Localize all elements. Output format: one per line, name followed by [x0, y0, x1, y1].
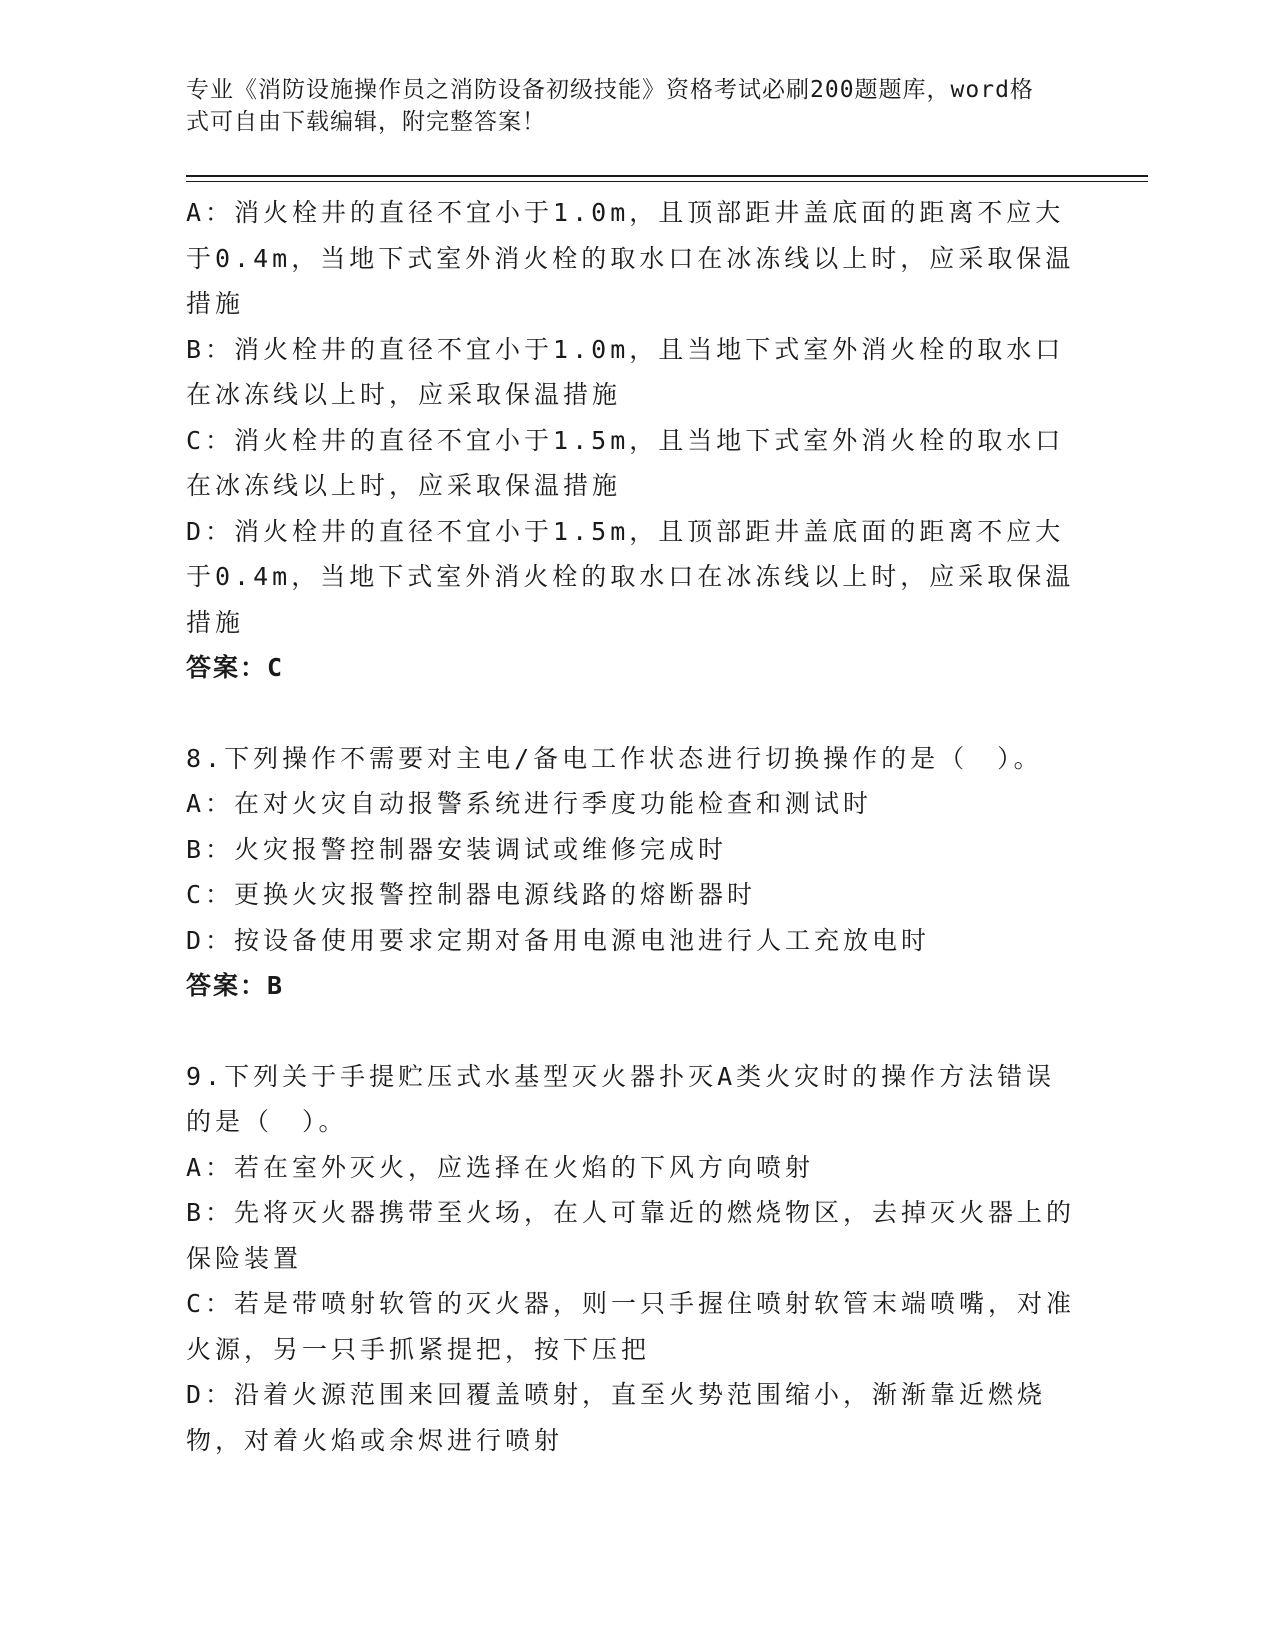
- q9-option-b: B：先将灭火器携带至火场，在人可靠近的燃烧物区，去掉灭火器上的保险装置: [186, 1198, 1076, 1273]
- q8-option-b: B：火灾报警控制器安装调试或维修完成时: [186, 834, 728, 864]
- q7-answer: 答案：C: [186, 653, 285, 682]
- q8-option-a: A：在对火灾自动报警系统进行季度功能检查和测试时: [186, 789, 873, 818]
- header-rule-thin: [186, 181, 1148, 182]
- document-header: [186, 74, 1076, 138]
- q9-option-d: D：沿着火源范围来回覆盖喷射，直至火势范围缩小，渐渐靠近燃烧物，对着火焰或余烬进行喷射: [186, 1380, 1047, 1455]
- q8-question: 8.下列操作不需要对主电/备电工作状态进行切换操作的是（ ）。: [186, 743, 1043, 773]
- q7-option-d: D：消火栓井的直径不宜小于1.5m，且顶部距井盖底面的距离不应大于0.4m，当地下式室外消火栓的取水口在冰冻线以上时，应采取保温措施: [186, 516, 1075, 637]
- question-9-block: [186, 1054, 1076, 1464]
- spacer: [186, 691, 1076, 736]
- q7-option-b: B：消火栓井的直径不宜小于1.0m，且当地下式室外消火栓的取水口在冰冻线以上时，应采取保温措施: [186, 334, 1065, 409]
- header-line-2: 式可自由下载编辑，附完整答案！: [186, 109, 546, 135]
- spacer: [186, 1009, 1076, 1054]
- header-rule-thick: [186, 175, 1148, 177]
- document-body: [186, 190, 1076, 1463]
- q8-option-d: D：按设备使用要求定期对备用电源电池进行人工充放电时: [186, 925, 931, 955]
- question-7-block: [186, 190, 1076, 691]
- q7-option-a: A：消火栓井的直径不宜小于1.0m，且顶部距井盖底面的距离不应大于0.4m，当地下式室外消火栓的取水口在冰冻线以上时，应采取保温措施: [186, 198, 1075, 318]
- q9-option-c: C：若是带喷射软管的灭火器，则一只手握住喷射软管末端喷嘴，对准火源，另一只手抓紧提把，按下压把: [186, 1289, 1076, 1364]
- question-8-block: [186, 736, 1076, 1009]
- q7-option-c: C：消火栓井的直径不宜小于1.5m，且当地下式室外消火栓的取水口在冰冻线以上时，应采取保温措施: [186, 425, 1065, 500]
- q8-option-c: C：更换火灾报警控制器电源线路的熔断器时: [186, 880, 757, 909]
- q9-option-a: A：若在室外灭火，应选择在火焰的下风方向喷射: [186, 1152, 815, 1182]
- q9-question: 9.下列关于手提贮压式水基型灭火器扑灭A类火灾时的操作方法错误的是（ ）。: [186, 1061, 1056, 1136]
- q8-answer: 答案：B: [186, 971, 285, 1000]
- header-line-1: 专业《消防设施操作员之消防设备初级技能》资格考试必刷200题题库，word格: [186, 77, 1034, 103]
